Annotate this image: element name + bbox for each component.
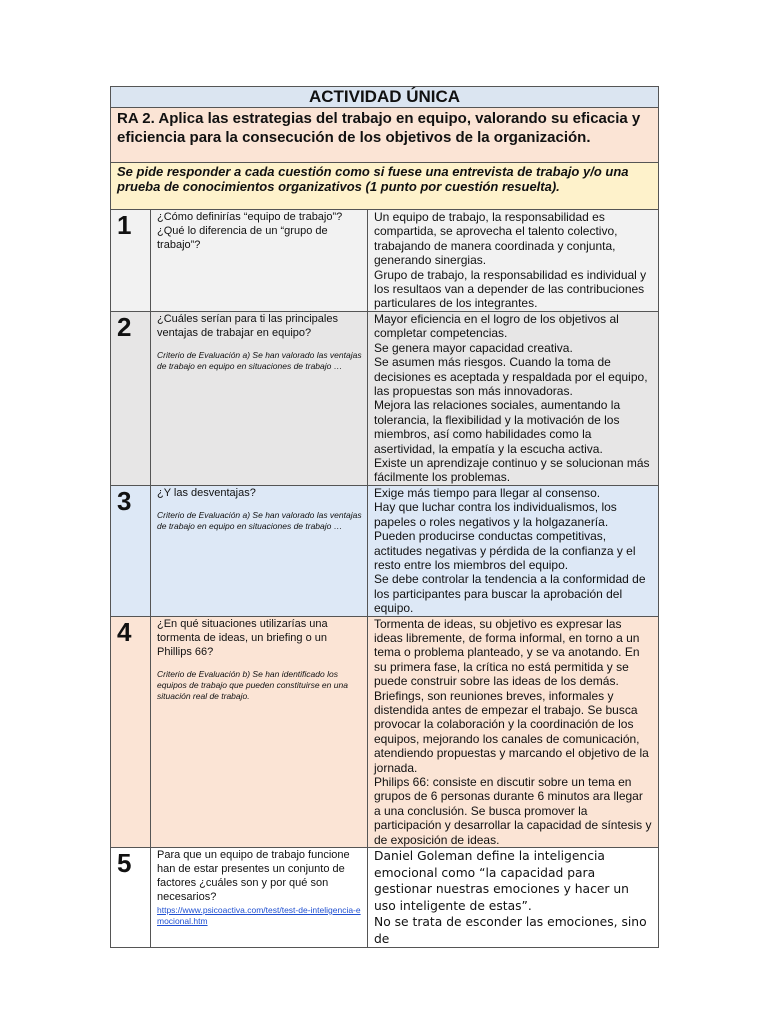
question-text: ¿Cuáles serían para ti las principales ventajas de trabajar en equipo? — [157, 313, 338, 339]
answer-paragraph: Exige más tiempo para llegar al consenso. — [374, 485, 601, 500]
question-number-cell — [111, 848, 151, 948]
question-text: ¿En qué situaciones utilizarías una tormenta de ideas, un briefing o un Phillips 66? — [157, 617, 328, 658]
answer-paragraph: Briefings, son reuniones breves, informales y distendida antes de empezar el trabajo. Se busca provocar la colaboración y la coordinación de los equipos, mejorando los canales de comunicación, atendiendo propuestas y marcando el objetivo de la jornada. — [374, 688, 649, 775]
answer-paragraph: Existe un aprendizaje continuo y se solucionan más fácilmente los problemas. — [374, 456, 650, 485]
answer-cell[interactable] — [368, 848, 659, 948]
answer-paragraph: Pueden producirse conductas competitivas, actitudes negativas y pérdida de la confianza y el resto entre los miembros del equipo. — [374, 529, 636, 572]
answer-paragraph: No se trata de esconder las emociones, sino de — [374, 915, 647, 946]
answer-paragraph: Mayor eficiencia en el logro de los objetivos al completar competencias. — [374, 312, 619, 341]
question-cell — [151, 616, 368, 848]
instructions-note: Se pide responder a cada cuestión como si fuese una entrevista de trabajo y/o una prueba de conocimientos organizativos (1 punto por cuestión resuelta). — [117, 164, 629, 194]
answer-paragraph: Un equipo de trabajo, la responsabilidad es compartida, se aprovecha el talento colectivo, trabajando de manera coordinada y conjunta, generando sinergias. — [374, 210, 618, 268]
answer-paragraph: Se genera mayor capacidad creativa. — [374, 340, 573, 355]
question-number: 4 — [117, 616, 132, 647]
answer-paragraph: Mejora las relaciones sociales, aumentando la tolerancia, la flexibilidad y la motivación de los miembros, así como habilidades como la asertividad, la empatía y la escucha activa. — [374, 398, 621, 456]
question-cell — [151, 312, 368, 486]
question-row-2 — [111, 312, 659, 486]
answer-paragraph: Se debe controlar la tendencia a la conformidad de los participantes para buscar la aprobación del equipo. — [374, 572, 646, 616]
activity-table — [110, 86, 659, 948]
question-cell — [151, 485, 368, 616]
evaluation-criterion: Criterio de Evaluación a) Se han valorado las ventajas de trabajo en equipo en situaciones de trabajo … — [157, 509, 362, 531]
page-title: ACTIVIDAD ÚNICA — [308, 87, 461, 106]
question-row-3 — [111, 485, 659, 616]
question-cell — [151, 210, 368, 312]
question-row-4 — [111, 616, 659, 848]
question-cell — [151, 848, 368, 948]
question-number: 5 — [117, 848, 132, 879]
question-text: ¿Cómo definirías “equipo de trabajo”? ¿Qué lo diferencia de un “grupo de trabajo”? — [157, 211, 343, 251]
question-number-cell — [111, 485, 151, 616]
question-number: 3 — [117, 485, 132, 516]
evaluation-criterion: Criterio de Evaluación b) Se han identificado los equipos de trabajo que pueden constituirse en una situación real de trabajo. — [157, 668, 348, 701]
answer-cell[interactable] — [368, 485, 659, 616]
instructions-cell — [111, 163, 659, 210]
answer-paragraph: Philips 66: consiste en discutir sobre un tema en grupos de 6 personas durante 6 minutos ara llegar a una conclusión. Se busca promover la participación y desarrollar la capacidad de síntesis y de exposición de ideas. — [374, 775, 652, 847]
question-number: 2 — [117, 312, 132, 342]
answer-paragraph: Hay que luchar contra los individualismos, los papeles o roles negativos y la holgazanería. — [374, 500, 617, 529]
answer-cell[interactable] — [368, 616, 659, 848]
question-text: Para que un equipo de trabajo funcione han de estar presentes un conjunto de factores ¿cuáles son y por qué son necesarios? — [157, 849, 350, 904]
learning-outcome: RA 2. Aplica las estrategias del trabajo en equipo, valorando su eficacia y eficiencia para la consecución de los objetivos de la organización. — [117, 110, 641, 146]
answer-paragraph: Tormenta de ideas, su objetivo es expresar las ideas libremente, de forma informal, en torno a un tema o problema planteado, y se va anotando. En su primera fase, la crítica no está permitida y se puede construir sobre las ideas de los demás. — [374, 616, 640, 689]
reference-link[interactable]: https://www.psicoactiva.com/test/test-de-inteligencia-emocional.htm — [157, 905, 361, 927]
answer-paragraph: Grupo de trabajo, la responsabilidad es individual y los resultaos van a depender de las contribuciones particulares de los integrantes. — [374, 267, 647, 311]
answer-cell[interactable] — [368, 210, 659, 312]
activity-document — [110, 86, 658, 948]
question-row-5 — [111, 848, 659, 948]
question-row-1 — [111, 210, 659, 312]
question-text: ¿Y las desventajas? — [157, 486, 256, 499]
title-cell — [111, 87, 659, 108]
question-number-cell — [111, 210, 151, 312]
evaluation-criterion: Criterio de Evaluación a) Se han valorado las ventajas de trabajo en equipo en situaciones de trabajo … — [157, 350, 362, 371]
ra-cell — [111, 108, 659, 163]
question-number: 1 — [117, 210, 132, 240]
question-number-cell — [111, 616, 151, 848]
answer-paragraph: Se asumen más riesgos. Cuando la toma de decisiones es aceptada y respaldada por el equipo, las propuestas son más innovadoras. — [374, 355, 648, 399]
question-number-cell — [111, 312, 151, 486]
answer-paragraph: Daniel Goleman define la inteligencia emocional como “la capacidad para gestionar nuestras emociones y hacer un uso inteligente de estas”. — [374, 849, 629, 913]
answer-cell[interactable] — [368, 312, 659, 486]
